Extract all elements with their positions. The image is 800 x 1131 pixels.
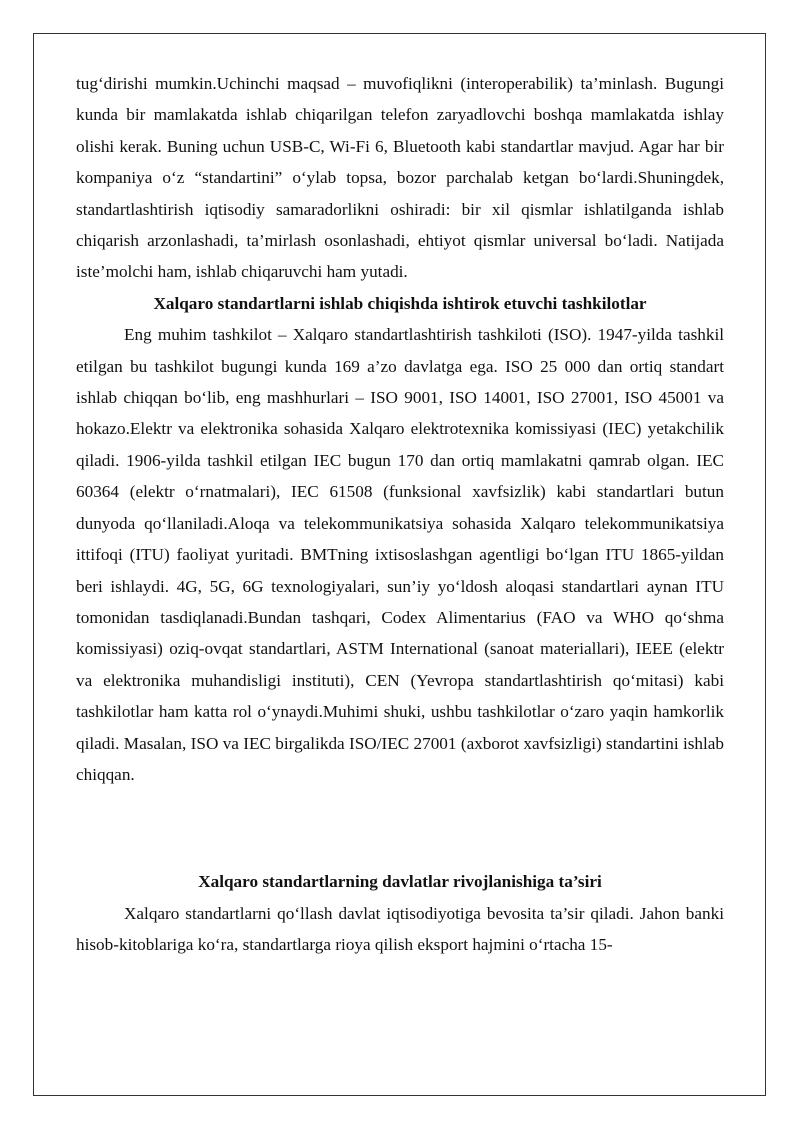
paragraph-impact: Xalqaro standartlarni qo‘llash davlat iqtisodiyotiga bevosita ta’sir qiladi. Jahon banki hisob-kitoblariga ko‘ra, standartlarga rioya qilish eksport hajmini o‘rtacha 15- xyxy=(76,903,724,955)
document-body xyxy=(76,68,724,961)
section-spacer xyxy=(76,790,724,866)
paragraph-continued: tug‘dirishi mumkin.Uchinchi maqsad – muvofiqlikni (interoperabilik) ta’minlash. Bugungi kunda bir mamlakatda ishlab chiqarilgan telefon zaryadlovchi boshqa mamlakatda ishlay olishi kerak. Buning uchun USB-C, Wi-Fi 6, Bluetooth kabi standartlar mavjud. Agar har bir kompaniya o‘z “standartini” o‘ylab topsa, bozor parchalab ketgan bo‘lardi.Shuningdek, standartlashtirish iqtisodiy samaradorlikni oshiradi: bir xil qismlar ishlatilganda ishlab chiqarish arzonlashadi, ta’mirlash osonlashadi, ehtiyot qismlar universal bo‘ladi. Natijada iste’molchi ham, ishlab chiqaruvchi ham yutadi. xyxy=(76,74,724,282)
section-heading-organizations: Xalqaro standartlarni ishlab chiqishda ishtirok etuvchi tashkilotlar xyxy=(153,293,647,313)
paragraph-organizations: Eng muhim tashkilot – Xalqaro standartlashtirish tashkiloti (ISO). 1947-yilda tashkil etilgan bu tashkilot bugungi kunda 169 a’zo davlatga ega. ISO 25 000 dan ortiq standart ishlab chiqqan bo‘lib, eng mashhurlari – ISO 9001, ISO 14001, ISO 27001, ISO 45001 va hokazo.Elektr va elektronika sohasida Xalqaro elektrotexnika komissiyasi (IEC) yetakchilik qiladi. 1906-yilda tashkil etilgan IEC bugun 170 dan ortiq mamlakatni qamrab olgan. IEC 60364 (elektr o‘rnatmalari), IEC 61508 (funksional xavfsizlik) kabi standartlari butun dunyoda qo‘llaniladi.Aloqa va telekommunikatsiya sohasida Xalqaro telekommunikatsiya ittifoqi (ITU) faoliyat yuritadi. BMTning ixtisoslashgan agentligi bo‘lgan ITU 1865-yildan beri ishlaydi. 4G, 5G, 6G texnologiyalari, sun’iy yo‘ldosh aloqasi standartlari aynan ITU tomonidan tasdiqlanadi.Bundan tashqari, Codex Alimentarius (FAO va WHO qo‘shma komissiyasi) oziq-ovqat standartlari, ASTM International (sanoat materiallari), IEEE (elektr va elektronika muhandisligi instituti), CEN (Yevropa standartlashtirish qo‘mitasi) kabi tashkilotlar ham katta rol o‘ynaydi.Muhimi shuki, ushbu tashkilotlar o‘zaro yaqin hamkorlik qiladi. Masalan, ISO va IEC birgalikda ISO/IEC 27001 (axborot xavfsizligi) standartini ishlab chiqqan. xyxy=(76,325,724,784)
section-heading-impact: Xalqaro standartlarning davlatlar rivojlanishiga ta’siri xyxy=(198,872,602,892)
